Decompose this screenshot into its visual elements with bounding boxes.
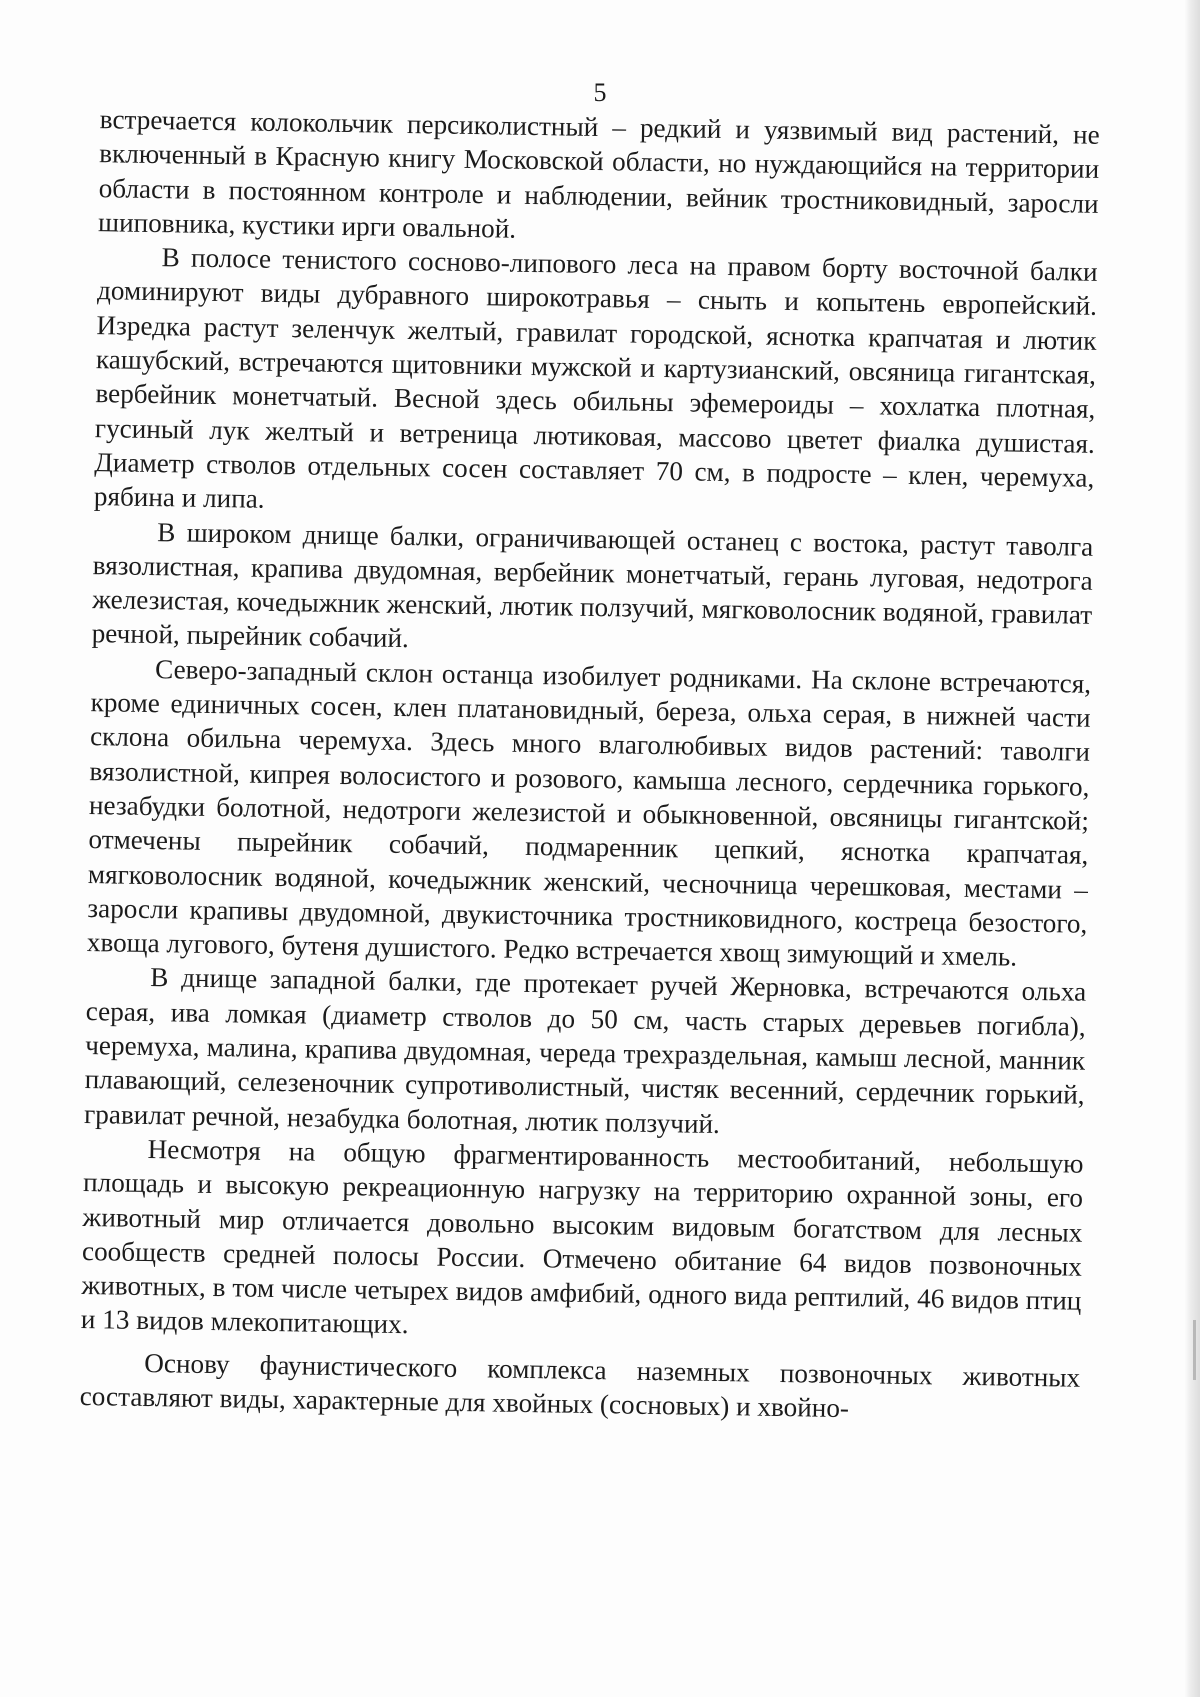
paragraph-continuation: встречается колокольчик персиколистный – редкий и уязвимый вид растений, не включенный в Красную книгу Московской области, но нуждающийся на территории области в постоянном контроле и наблюдении, вейник тростниковидный, заросли шиповника, кустики ирги овальной. — [97, 104, 1100, 244]
paragraph: В полосе тенистого сосново-липового леса на правом борту восточной балки доминируют виды дубравного широкотравья – сныть и копытень европейский. Изредка растут зеленчук желтый, гравилат городской, яснотка крапчатая и лютик кашубский, встречаются щитовники мужской и картузианский, овсяница гигантская, вербейник монетчатый. Весной здесь обильны эфемероиды – хохлатка плотная, гусиный лук желтый и ветреница лютиковая, массово цветет фиалка душистая. Диаметр стволов отдельных сосен составляет 70 см, в подросте – клен, черемуха, рябина и липа. — [93, 242, 1098, 515]
page-number: 5 — [593, 78, 607, 107]
paragraph: Северо-западный склон останца изобилует родниками. На склоне встречаются, кроме единичных сосен, клен платановидный, береза, ольха серая, в нижней части склона обильна черемуха. Здесь много влаголюбивых видов растений: таволги вязолистной, кипрея волосистого и розового, камыша лесного, сердечника горького, незабудки болотной, недотроги железистой и обыкновенной, овсяницы гигантской; отмечены пырейник собачий, подмаренник цепкий, яснотка крапчатая, мягковолосник водяной, кочедыжник женский, чесночница черешковая, местами – заросли крапивы двудомной, двукисточника тростниковидного, костреца безостого, хвоща лугового, бутеня душистого. Редко встречается хвощ зимующий и хмель. — [86, 653, 1092, 972]
scan-mark — [1193, 1320, 1196, 1380]
paragraph: В днище западной балки, где протекает ручей Жерновка, встречаются ольха серая, ива ломкая (диаметр стволов до 50 см, часть старых деревьев погибла), черемуха, малина, крапива двудомная, череда трехраздельная, камыш лесной, манник плавающий, селезеночник супротиволистный, чистяк весенний, сердечник горький, гравилат речной, незабудка болотная, лютик ползучий. — [83, 962, 1087, 1139]
page-body — [79, 102, 1099, 1429]
paragraph: Несмотря на общую фрагментированность местообитаний, небольшую площадь и высокую рекреационную нагрузку на территорию охранной зоны, его животный мир отличается довольно высоким видовым богатством для лесных сообществ средней полосы России. Отмечено обитание 64 видов позвоночных животных, в том числе четырех видов амфибий, одного вида рептилий, 46 видов птиц и 13 видов млекопитающих. — [80, 1133, 1084, 1340]
paragraph: В широком днище балки, ограничивающей останец с востока, растут таволга вязолистная, крапива двудомная, вербейник монетчатый, герань луговая, недотрога железистая, кочедыжник женский, лютик ползучий, мягковолосник водяной, гравилат речной, пырейник собачий. — [91, 516, 1094, 654]
scan-edge — [1184, 0, 1200, 1697]
paragraph: Основу фаунистического комплекса наземных позвоночных животных составляют виды, характерные для хвойных (сосновых) и хвойно- — [79, 1347, 1081, 1424]
